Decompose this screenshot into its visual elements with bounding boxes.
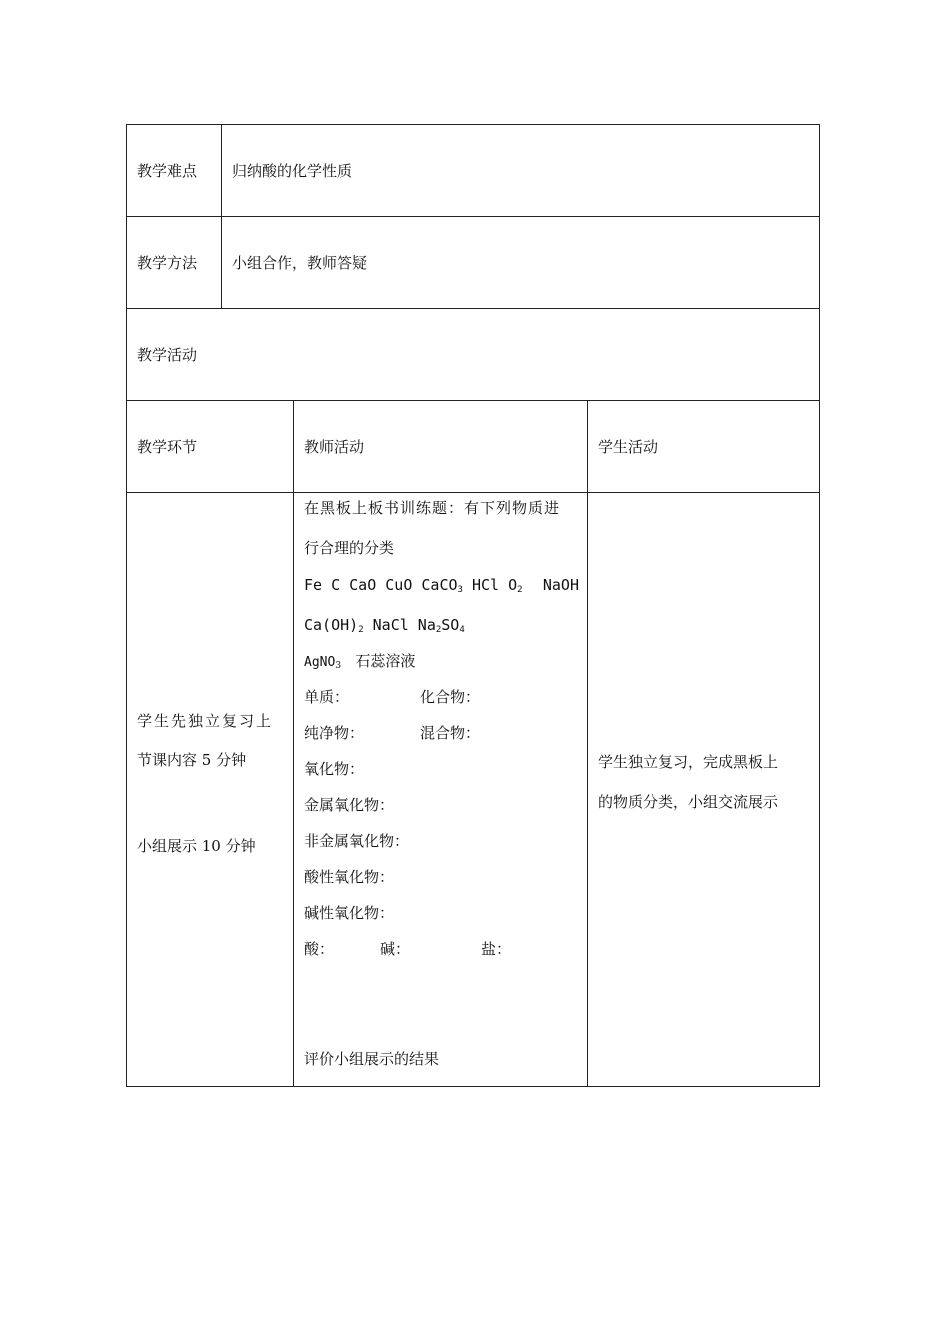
pure-label: 纯净物： [304,724,365,742]
chem-nacl-na: NaCl Na [363,616,436,634]
stage-line-1: 学生先独立复习上 [137,712,274,730]
subscript-2: 2 [517,585,523,595]
compounds-label: 化合物： [420,688,481,706]
stage-line-3: 小组展示 10 分钟 [137,837,256,855]
subscript-2: 2 [358,625,364,635]
basic-oxides-label: 碱性氧化物： [304,904,395,922]
oxides-label: 氧化物： [304,760,365,778]
salt-label: 盐： [481,940,512,958]
chem-line-1 [304,574,523,601]
difficulty-value: 归纳酸的化学性质 [222,125,820,217]
litmus-label: 石蕊溶液 [355,652,416,670]
teacher-header: 教师活动 [294,401,588,493]
subscript-4: 4 [459,625,465,635]
student-header: 学生活动 [588,401,820,493]
chem-hcl-o: HCl O [462,576,518,594]
nonmetal-oxides-label: 非金属氧化物： [304,832,410,850]
chem-line-2 [304,614,465,641]
chem-line-3 [304,650,415,677]
difficulty-row [127,125,820,217]
student-line-2: 的物质分类，小组交流展示 [598,793,779,811]
elements-label: 单质： [304,688,350,706]
chem-agno: AgNO [304,655,336,670]
teacher-cell [294,493,588,1087]
teacher-intro-2: 行合理的分类 [304,539,395,557]
chem-fe-to-caco: Fe C CaO CuO CaCO [304,576,458,594]
method-value: 小组合作，教师答疑 [222,217,820,309]
lesson-plan-table [126,124,820,1087]
method-row [127,217,820,309]
metal-oxides-label: 金属氧化物： [304,796,395,814]
activities-title: 教学活动 [127,309,820,401]
stage-line-2: 节课内容 5 分钟 [137,751,247,769]
content-row [127,493,820,1087]
teacher-intro-1: 在黑板上板书训练题：有下列物质进 [304,499,561,517]
base-label: 碱： [380,940,411,958]
subscript-2: 2 [435,625,442,635]
stage-header: 教学环节 [127,401,294,493]
chem-naoh: NaOH [542,576,579,594]
chem-so: SO [441,616,460,634]
acid-label: 酸： [304,940,335,958]
evaluate-text: 评价小组展示的结果 [304,1050,440,1068]
student-line-1: 学生独立复习，完成黑板上 [598,753,779,771]
subscript-3: 3 [335,661,342,671]
stage-cell [127,493,294,1087]
chem-caoh: Ca(OH) [304,616,359,634]
difficulty-label: 教学难点 [127,125,222,217]
mixture-label: 混合物： [420,724,481,742]
acidic-oxides-label: 酸性氧化物： [304,868,395,886]
header-row [127,401,820,493]
subscript-3: 3 [457,585,463,595]
method-label: 教学方法 [127,217,222,309]
student-cell [588,493,820,1087]
activities-row [127,309,820,401]
